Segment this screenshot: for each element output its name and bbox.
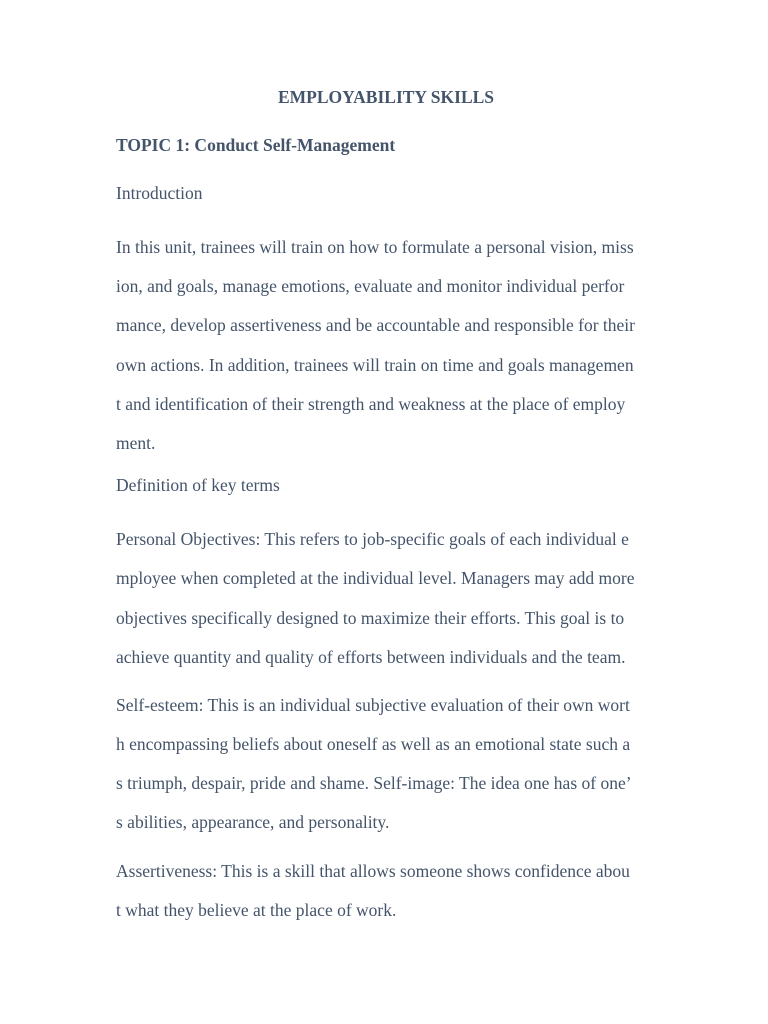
introduction-paragraph xyxy=(116,228,656,463)
paragraph-line: Personal Objectives: This refers to job-specific goals of each individual e xyxy=(116,529,629,550)
paragraph-line: s triumph, despair, pride and shame. Self-image: The idea one has of one’ xyxy=(116,773,632,794)
paragraph-line: ment. xyxy=(116,432,156,453)
assertiveness-paragraph xyxy=(116,852,656,930)
paragraph-line: t and identification of their strength and weakness at the place of employ xyxy=(116,393,626,414)
paragraph-line: objectives specifically designed to maximize their efforts. This goal is to xyxy=(116,607,625,628)
paragraph-line: ion, and goals, manage emotions, evaluate and monitor individual perfor xyxy=(116,276,625,297)
paragraph-line: In this unit, trainees will train on how to formulate a personal vision, miss xyxy=(116,237,634,257)
personal-objectives-paragraph xyxy=(116,520,656,677)
paragraph-line: s abilities, appearance, and personality. xyxy=(116,812,390,833)
paragraph-line: Self-esteem: This is an individual subjective evaluation of their own wort xyxy=(116,694,630,715)
topic-heading: TOPIC 1: Conduct Self-Management xyxy=(116,135,396,155)
introduction-heading: Introduction xyxy=(116,183,203,203)
paragraph-line: own actions. In addition, trainees will train on time and goals managemen xyxy=(116,354,634,375)
paragraph-line: achieve quantity and quality of efforts between individuals and the team. xyxy=(116,646,626,667)
paragraph-line: Assertiveness: This is a skill that allows someone shows confidence abou xyxy=(116,860,630,881)
document-page xyxy=(116,84,656,939)
definitions-heading: Definition of key terms xyxy=(116,475,280,496)
paragraph-line: h encompassing beliefs about oneself as well as an emotional state such a xyxy=(116,734,631,755)
paragraph-line: mance, develop assertiveness and be accountable and responsible for their xyxy=(116,315,635,336)
paragraph-line: t what they believe at the place of work. xyxy=(116,899,397,920)
document-title: EMPLOYABILITY SKILLS xyxy=(277,87,495,107)
paragraph-line: mployee when completed at the individual level. Managers may add more xyxy=(116,568,635,589)
self-esteem-paragraph xyxy=(116,686,656,843)
